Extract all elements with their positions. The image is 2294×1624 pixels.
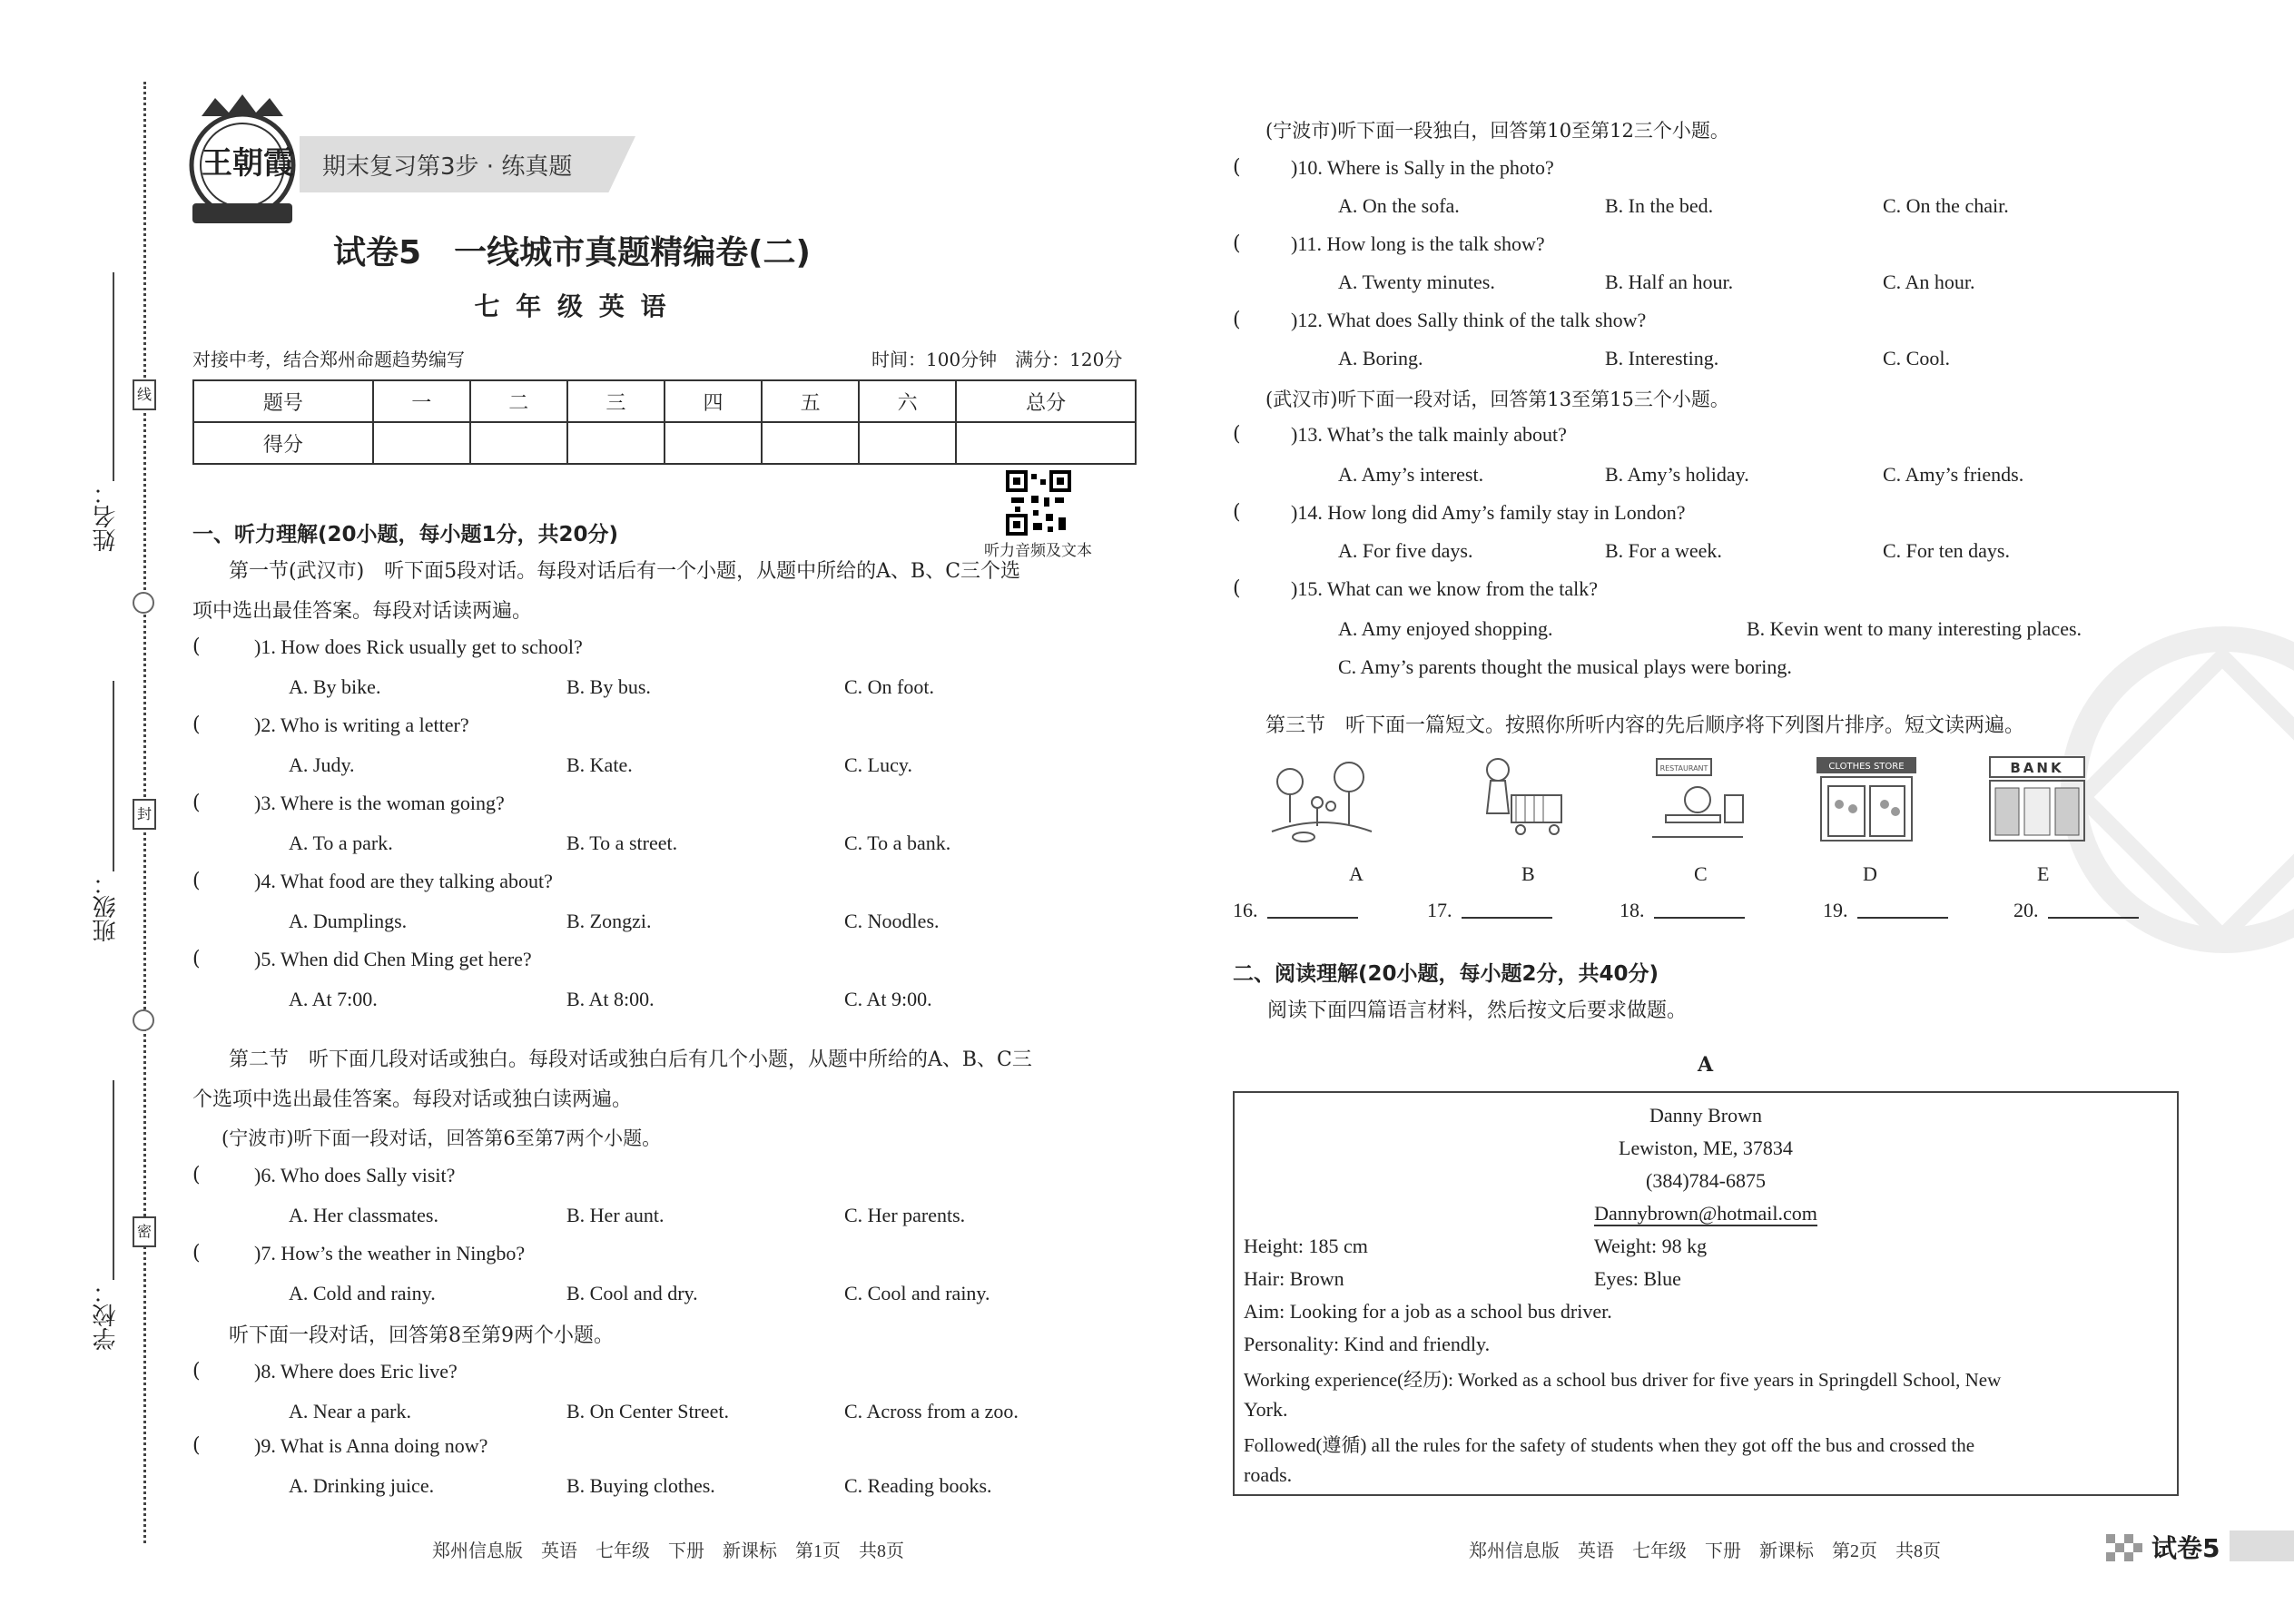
option-c: C. Cool. [1883, 347, 1950, 369]
option-a: A. Her classmates. [289, 1204, 438, 1226]
review-banner: 期末复习第3步 · 练真题 [322, 153, 573, 181]
blank-label-16: 16. [1233, 899, 1258, 921]
footer-right: 郑州信息版 英语 七年级 下册 新课标 第2页 共8页 [1469, 1541, 1941, 1561]
option-b: B. For a week. [1605, 539, 1722, 562]
answer-bracket[interactable]: ( [192, 792, 201, 814]
name-label: 姓名： [93, 481, 120, 552]
ningbo-6-7-instruction: (宁波市)听下面一段对话，回答第6至第7两个小题。 [222, 1127, 662, 1149]
resume-card [1233, 1091, 2179, 1496]
picture-label-c: C [1694, 862, 1708, 885]
seal-char-line: 线 [133, 379, 156, 410]
question-text: )6. Who does Sally visit? [254, 1164, 456, 1186]
score-header-cell: 六 [859, 380, 956, 422]
option-c: C. For ten days. [1883, 539, 2010, 562]
option-b: B. Buying clothes. [566, 1474, 715, 1497]
score-cell[interactable] [470, 422, 567, 464]
score-table [192, 379, 1137, 465]
option-b: B. Amy’s holiday. [1605, 463, 1749, 486]
score-cell[interactable] [859, 422, 956, 464]
school-field-line[interactable] [113, 1080, 114, 1280]
wuhan-13-15-instruction: (武汉市)听下面一段对话，回答第13至第15三个小题。 [1265, 389, 1729, 410]
blank-label-19: 19. [1823, 899, 1848, 921]
picture-label-b: B [1521, 862, 1535, 885]
checker-pattern-icon [2106, 1534, 2146, 1561]
picture-label-e: E [2037, 862, 2050, 885]
question-text: )1. How does Rick usually get to school? [254, 635, 583, 658]
question-text: )5. When did Chen Ming get here? [254, 948, 532, 970]
answer-bracket[interactable]: ( [192, 1242, 201, 1265]
score-table-row [193, 422, 1136, 464]
blank-label-17: 17. [1427, 899, 1452, 921]
answer-bracket[interactable]: ( [1233, 232, 1241, 255]
option-c: C. An hour. [1883, 271, 1975, 293]
answer-bracket[interactable]: ( [192, 1164, 201, 1186]
option-c: C. Her parents. [844, 1204, 966, 1226]
answer-bracket[interactable]: ( [192, 635, 201, 658]
score-cell[interactable] [567, 422, 665, 464]
seal-char-secret: 密 [133, 1216, 156, 1247]
blank-label-18: 18. [1620, 899, 1645, 921]
bank-sign: BANK [2010, 760, 2064, 776]
question-text: )9. What is Anna doing now? [254, 1434, 488, 1457]
passage-a-label: A [1698, 1053, 1714, 1077]
resume-experience: Working experience(经历): Worked as a school bus driver for five years in Springdell School, New [1244, 1369, 2002, 1391]
answer-bracket[interactable]: ( [192, 1360, 201, 1383]
option-c: C. Noodles. [844, 910, 940, 932]
resume-followed-cont: roads. [1244, 1463, 1293, 1486]
resume-experience-cont: York. [1244, 1398, 1288, 1421]
resume-followed: Followed(遵循) all the rules for the safety of students when they got off the bus and crossed the [1244, 1434, 1975, 1456]
question-text: )13. What’s the talk mainly about? [1291, 423, 1567, 446]
option-a: A. Dumplings. [289, 910, 408, 932]
option-a: A. To a park. [289, 832, 393, 854]
option-b: B. By bus. [566, 675, 651, 698]
score-cell[interactable] [956, 422, 1136, 464]
answer-blank-20[interactable] [2048, 917, 2139, 919]
class-label: 班级： [93, 871, 120, 942]
resume-address: Lewiston, ME, 37834 [1619, 1137, 1793, 1159]
option-a: A. By bike. [289, 675, 381, 698]
answer-blank-19[interactable] [1857, 917, 1948, 919]
answer-bracket[interactable]: ( [1233, 501, 1241, 524]
option-c: C. To a bank. [844, 832, 951, 854]
part2-intro: 阅读下面四篇语言材料，然后按文后要求做题。 [1267, 999, 1688, 1022]
answer-bracket[interactable]: ( [192, 948, 201, 970]
option-b: B. Her aunt. [566, 1204, 665, 1226]
restaurant-sign: RESTAURANT [1659, 764, 1708, 773]
option-a: A. For five days. [1338, 539, 1473, 562]
resume-eyes: Eyes: Blue [1594, 1267, 1681, 1290]
resume-personality: Personality: Kind and friendly. [1244, 1333, 1491, 1355]
exam-title: 试卷5 一线城市真题精编卷(二) [333, 234, 811, 271]
score-header-cell: 题号 [193, 380, 373, 422]
option-b: B. Kevin went to many interesting places. [1747, 617, 2082, 640]
section2-intro: 第二节 听下面几段对话或独白。每段对话或独白后有几个小题，从题中所给的A、B、C三 [229, 1048, 1032, 1071]
section3-intro: 第三节 听下面一篇短文。按照你所听内容的先后顺序将下列图片排序。短文读两遍。 [1265, 714, 2025, 737]
score-header-cell: 一 [373, 380, 470, 422]
question-text: )10. Where is Sally in the photo? [1291, 156, 1554, 179]
option-a: A. Cold and rainy. [289, 1282, 436, 1304]
option-b: B. In the bed. [1605, 194, 1714, 217]
option-a: A. Twenty minutes. [1338, 271, 1495, 293]
answer-bracket[interactable]: ( [192, 714, 201, 736]
resume-email-wrap [1235, 1202, 2177, 1225]
option-a: A. Judy. [289, 753, 355, 776]
answer-blank-16[interactable] [1267, 917, 1358, 919]
answer-bracket[interactable]: ( [192, 1434, 201, 1457]
exam-subtitle: 七 年 级 英 语 [474, 291, 670, 321]
option-c: C. Reading books. [844, 1474, 992, 1497]
option-b: B. Half an hour. [1605, 271, 1734, 293]
question-text: )14. How long did Amy’s family stay in London? [1291, 501, 1686, 524]
option-b: B. At 8:00. [566, 988, 655, 1010]
option-c: C. Cool and rainy. [844, 1282, 990, 1304]
picture-label-a: A [1349, 862, 1364, 885]
clothes-store-picture-icon [1812, 750, 1921, 850]
option-b: B. Cool and dry. [566, 1282, 698, 1304]
option-c: C. At 9:00. [844, 988, 932, 1010]
answer-bracket[interactable]: ( [192, 870, 201, 892]
option-a: A. Boring. [1338, 347, 1423, 369]
question-text: )15. What can we know from the talk? [1291, 577, 1599, 600]
seal-char-seal: 封 [133, 799, 156, 830]
listen-8-9-instruction: 听下面一段对话，回答第8至第9两个小题。 [229, 1324, 614, 1347]
binding-hole-icon [133, 592, 154, 614]
class-field-line[interactable] [113, 681, 114, 871]
resume-email[interactable]: Dannybrown@hotmail.com [1594, 1202, 1817, 1225]
resume-phone: (384)784-6875 [1646, 1169, 1766, 1192]
part2-heading: 二、阅读理解(20小题，每小题2分，共40分) [1233, 962, 1659, 986]
score-header-cell: 总分 [956, 380, 1136, 422]
ningbo-10-12-instruction: (宁波市)听下面一段独白，回答第10至第12三个小题。 [1265, 120, 1729, 142]
score-cell[interactable] [762, 422, 859, 464]
option-a: A. Amy’s interest. [1338, 463, 1484, 486]
restaurant-picture-icon [1643, 750, 1752, 850]
blank-label-20: 20. [2013, 899, 2039, 921]
answer-blank-17[interactable] [1462, 917, 1552, 919]
logo-text: 王朝霞 [202, 145, 294, 182]
section2-intro-cont: 个选项中选出最佳答案。每段对话或独白读两遍。 [192, 1088, 633, 1111]
option-b: B. To a street. [566, 832, 678, 854]
option-b: B. Interesting. [1605, 347, 1719, 369]
option-c: C. On foot. [844, 675, 934, 698]
question-text: )12. What does Sally think of the talk show? [1291, 309, 1647, 331]
resume-height: Height: 185 cm [1244, 1235, 1368, 1257]
score-header-cell: 二 [470, 380, 567, 422]
footer-left: 郑州信息版 英语 七年级 下册 新课标 第1页 共8页 [432, 1541, 904, 1561]
section1-intro: 第一节(武汉市) 听下面5段对话。每段对话后有一个小题，从题中所给的A、B、C三个选 [229, 560, 1021, 583]
section1-intro-cont: 项中选出最佳答案。每段对话读两遍。 [192, 600, 533, 623]
option-b: B. Kate. [566, 753, 633, 776]
answer-blank-18[interactable] [1654, 917, 1745, 919]
resume-hair: Hair: Brown [1244, 1267, 1344, 1290]
option-c: C. Across from a zoo. [844, 1400, 1019, 1422]
exam-tag: 试卷5 [2151, 1533, 2220, 1563]
binding-hole-icon [133, 1009, 154, 1031]
score-row-label: 得分 [193, 422, 373, 464]
score-cell[interactable] [665, 422, 762, 464]
tag-background [2230, 1530, 2294, 1561]
option-b: B. Zongzi. [566, 910, 652, 932]
score-cell[interactable] [373, 422, 470, 464]
question-text: )2. Who is writing a letter? [254, 714, 469, 736]
answer-bracket[interactable]: ( [1233, 577, 1241, 600]
option-c: C. Amy’s friends. [1883, 463, 2024, 486]
picture-label-d: D [1863, 862, 1877, 885]
resume-aim: Aim: Looking for a job as a school bus driver. [1244, 1300, 1612, 1323]
bank-picture-icon [1983, 750, 2092, 850]
qr-code-icon[interactable] [1006, 470, 1071, 536]
exam-info-right: 时间：100分钟 满分：120分 [871, 349, 1123, 370]
answer-bracket[interactable]: ( [1233, 423, 1241, 446]
score-header-cell: 四 [665, 380, 762, 422]
question-text: )4. What food are they talking about? [254, 870, 553, 892]
score-header-cell: 三 [567, 380, 665, 422]
option-c: C. On the chair. [1883, 194, 2009, 217]
supermarket-picture-icon [1471, 750, 1580, 850]
exam-info-left: 对接中考，结合郑州命题趋势编写 [192, 349, 465, 370]
option-a: A. Near a park. [289, 1400, 411, 1422]
question-text: )7. How’s the weather in Ningbo? [254, 1242, 526, 1265]
park-picture-icon [1267, 750, 1376, 850]
option-a: A. Drinking juice. [289, 1474, 435, 1497]
clothes-store-sign: CLOTHES STORE [1828, 762, 1905, 772]
option-a: A. At 7:00. [289, 988, 378, 1010]
question-text: )8. Where does Eric live? [254, 1360, 458, 1383]
qr-caption: 听力音频及文本 [984, 542, 1092, 560]
question-text: )3. Where is the woman going? [254, 792, 505, 814]
option-c: C. Amy’s parents thought the musical plays were boring. [1338, 655, 1792, 678]
option-a: A. Amy enjoyed shopping. [1338, 617, 1553, 640]
option-c: C. Lucy. [844, 753, 912, 776]
option-b: B. On Center Street. [566, 1400, 730, 1422]
question-text: )11. How long is the talk show? [1291, 232, 1545, 255]
score-header-cell: 五 [762, 380, 859, 422]
resume-weight: Weight: 98 kg [1594, 1235, 1708, 1257]
answer-bracket[interactable]: ( [1233, 156, 1241, 179]
school-label: 学校： [93, 1280, 120, 1351]
answer-bracket[interactable]: ( [1233, 309, 1241, 331]
resume-name: Danny Brown [1649, 1104, 1763, 1127]
option-a: A. On the sofa. [1338, 194, 1460, 217]
part1-heading: 一、听力理解(20小题，每小题1分，共20分) [192, 523, 619, 546]
score-table-header-row [193, 380, 1136, 422]
